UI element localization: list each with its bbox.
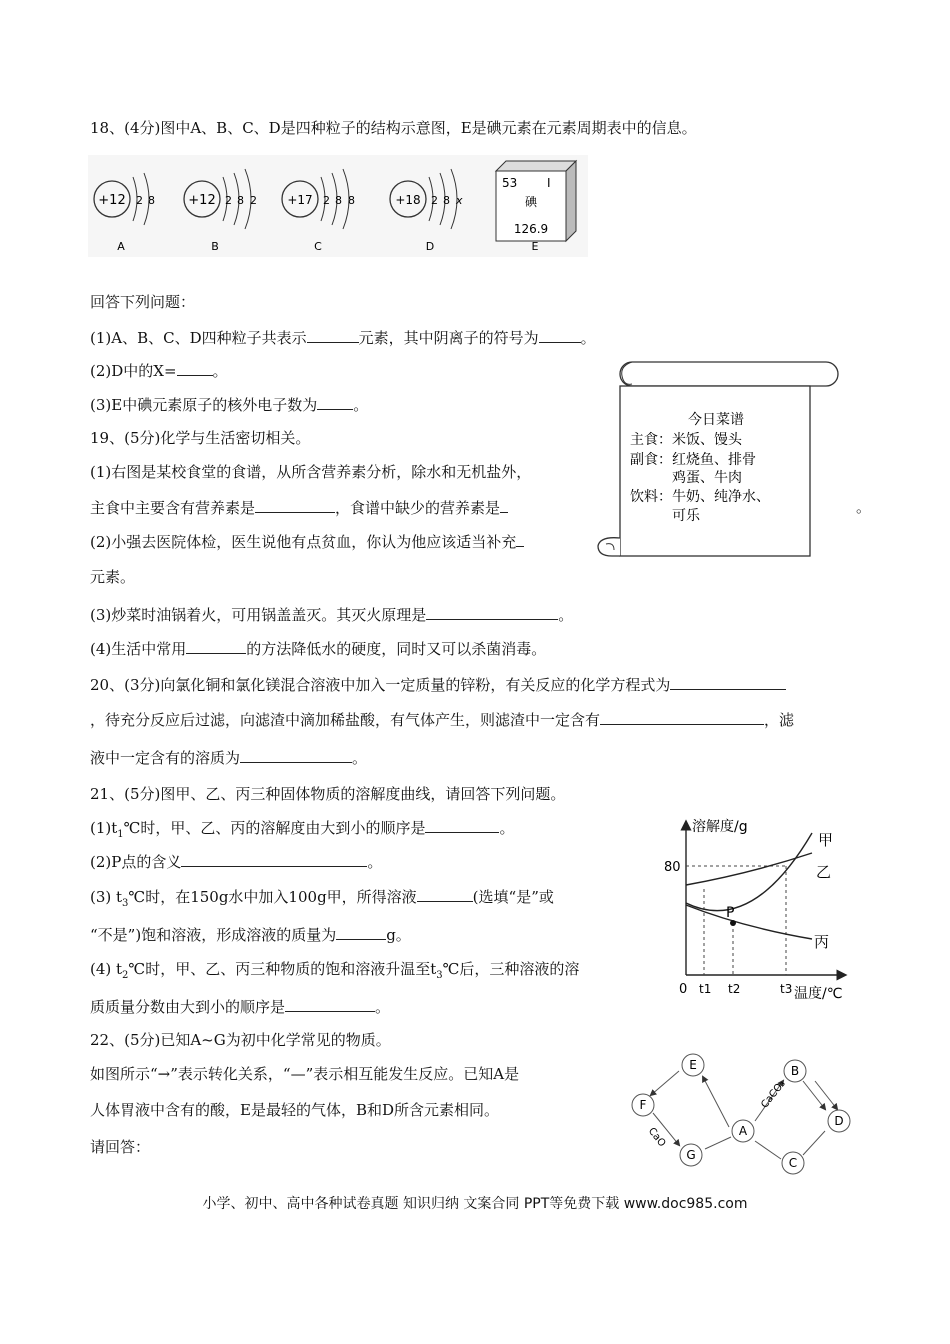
q21-part4: (4) $t_2℃$时，甲、乙、丙三种物质的饱和溶液升温至$t_3℃$后，三种溶液的溶	[90, 960, 580, 981]
answer-blank[interactable]	[426, 604, 558, 620]
svg-text:8: 8	[237, 194, 244, 207]
q19-part1-cont: 主食中主要含有营养素是 ，食谱中缺少的营养素是	[90, 497, 508, 518]
svg-text:2: 2	[431, 194, 438, 207]
svg-text:0: 0	[679, 982, 688, 997]
svg-text:+12: +12	[98, 193, 126, 208]
q19-part3: (3)炒菜时油锅着火，可用锅盖盖灭。其灭火原理是 。	[90, 606, 574, 624]
svg-text:P: P	[726, 905, 735, 921]
q18-prompt: 回答下列问题：	[90, 293, 196, 311]
svg-text:E: E	[689, 1058, 697, 1072]
svg-text:2: 2	[323, 194, 330, 207]
legend-jia: 甲	[818, 831, 834, 849]
x-axis-label: 温度/℃	[794, 986, 843, 1002]
label-caco3: CaCO₃	[759, 1078, 788, 1111]
q20-line3: 液中一定含有的溶质为 。	[90, 749, 368, 767]
answer-blank[interactable]	[186, 638, 246, 654]
svg-text:D: D	[834, 1114, 844, 1128]
svg-text:8: 8	[335, 194, 342, 207]
q21-part2: (2)P点的含义 。	[90, 853, 383, 871]
svg-text:53: 53	[502, 176, 518, 190]
svg-text:鸡蛋、牛肉: 鸡蛋、牛肉	[630, 470, 742, 486]
atom-structure-diagrams	[88, 155, 588, 257]
svg-text:2: 2	[136, 194, 143, 207]
series-yi-curve	[686, 853, 812, 885]
svg-text:x: x	[456, 194, 463, 207]
answer-blank[interactable]	[516, 531, 524, 547]
y-tick-80: 80	[664, 860, 681, 875]
answer-blank[interactable]	[500, 497, 508, 513]
svg-text:2: 2	[225, 194, 232, 207]
svg-text:碘: 碘	[524, 195, 538, 209]
q21-part3-cont: “不是”)饱和溶液，形成溶液的质量为 g。	[90, 926, 411, 944]
svg-text:G: G	[686, 1148, 696, 1162]
answer-blank[interactable]	[425, 817, 499, 833]
svg-text:D: D	[425, 240, 435, 253]
q20-line1: 20、(3分)向氯化铜和氯化镁混合溶液中加入一定质量的锌粉，有关反应的化学方程式为	[90, 674, 786, 695]
reaction-network-diagram	[625, 1045, 860, 1180]
y-axis-label: 溶解度/g	[692, 819, 748, 835]
svg-text:8: 8	[148, 194, 155, 207]
q22-line3: 请回答：	[90, 1138, 151, 1156]
svg-text:+17: +17	[287, 193, 313, 207]
q21-title: 21、(5分)图甲、乙、丙三种固体物质的溶解度曲线，请回答下列问题。	[90, 785, 566, 803]
answer-blank[interactable]	[181, 851, 367, 867]
q22-line1: 如图所示“→”表示转化关系，“—”表示相互能发生反应。已知A是	[90, 1065, 520, 1083]
q22-title: 22、(5分)已知A~G为初中化学常见的物质。	[90, 1031, 391, 1049]
svg-text:副食：红烧鱼、排骨: 副食：红烧鱼、排骨	[630, 452, 756, 468]
svg-text:A: A	[738, 1124, 748, 1138]
q18-part1: (1)A、B、C、D四种粒子共表示 元素，其中阴离子的符号为 。	[90, 329, 596, 347]
svg-text:126.9: 126.9	[513, 222, 549, 236]
answer-blank[interactable]	[336, 924, 386, 940]
q19-part2: (2)小强去医院体检，医生说他有点贫血，你认为他应该适当补充	[90, 531, 524, 552]
page-footer: 小学、初中、高中各种试卷真题 知识归纳 文案合同 PPT等免费下载 www.doc985.com	[202, 1196, 748, 1212]
q19-title: 19、(5分)化学与生活密切相关。	[90, 429, 311, 447]
svg-text:F: F	[639, 1098, 647, 1112]
svg-text:E: E	[531, 240, 539, 253]
answer-blank[interactable]	[177, 360, 213, 376]
q22-line2: 人体胃液中含有的酸，E是最轻的气体，B和D所含元素相同。	[90, 1101, 500, 1119]
svg-text:8: 8	[443, 194, 450, 207]
svg-text:可乐: 可乐	[630, 508, 700, 524]
answer-blank[interactable]	[417, 886, 473, 902]
answer-blank[interactable]	[317, 394, 353, 410]
label-cao: CaO	[645, 1125, 668, 1150]
legend-bing: 丙	[814, 933, 830, 951]
svg-text:饮料：牛奶、纯净水、: 饮料：牛奶、纯净水、	[630, 489, 770, 505]
q18-part2: (2)D中的X= 。	[90, 362, 228, 380]
answer-blank[interactable]	[600, 709, 764, 725]
svg-text:t3: t3	[780, 982, 793, 996]
q19-part4: (4)生活中常用 的方法降低水的硬度，同时又可以杀菌消毒。	[90, 640, 547, 658]
q21-part3: (3) $t_3℃$时，在150g水中加入100g甲，所得溶液 (选填“是”或	[90, 888, 554, 909]
answer-blank[interactable]	[240, 747, 352, 763]
answer-blank[interactable]	[255, 497, 335, 513]
q21-part4-cont: 质质量分数由大到小的顺序是 。	[90, 998, 391, 1016]
svg-text:A: A	[117, 240, 125, 253]
svg-text:2: 2	[250, 194, 257, 207]
answer-blank[interactable]	[670, 674, 786, 690]
svg-text:C: C	[788, 1156, 798, 1170]
svg-text:主食：米饭、馒头: 主食：米饭、馒头	[630, 432, 742, 448]
answer-blank[interactable]	[285, 996, 375, 1012]
menu-scroll	[592, 358, 842, 562]
svg-text:t2: t2	[728, 982, 741, 996]
q20-line2: ，待充分反应后过滤，向滤渣中滴加稀盐酸，有气体产生，则滤渣中一定含有 ，滤	[90, 711, 795, 729]
svg-text:B: B	[211, 240, 219, 253]
q18-part3: (3)E中碘元素原子的核外电子数为 。	[90, 396, 369, 414]
q18-title: 18、(4分)图中A、B、C、D是四种粒子的结构示意图，E是碘元素在元素周期表中的信息。	[90, 119, 697, 137]
svg-text:t1: t1	[699, 982, 712, 996]
svg-text:C: C	[314, 240, 322, 253]
q19-part2-cont: 元素。	[90, 568, 136, 586]
menu-title: 今日菜谱	[688, 412, 744, 428]
legend-yi: 乙	[816, 863, 832, 881]
answer-blank[interactable]	[307, 327, 359, 343]
svg-text:+18: +18	[395, 193, 421, 207]
svg-text:+12: +12	[188, 193, 216, 208]
answer-blank[interactable]	[539, 327, 581, 343]
svg-text:8: 8	[348, 194, 355, 207]
svg-text:B: B	[790, 1064, 800, 1078]
q19-part1: (1)右图是某校食堂的食谱，从所含营养素分析，除水和无机盐外，	[90, 463, 532, 481]
q21-part1: $(1)t_1℃$时，甲、乙、丙的溶解度由大到小的顺序是 。	[90, 819, 515, 840]
svg-text:I: I	[547, 176, 551, 190]
iodine-element-card	[496, 161, 576, 253]
solubility-chart	[662, 815, 862, 1005]
